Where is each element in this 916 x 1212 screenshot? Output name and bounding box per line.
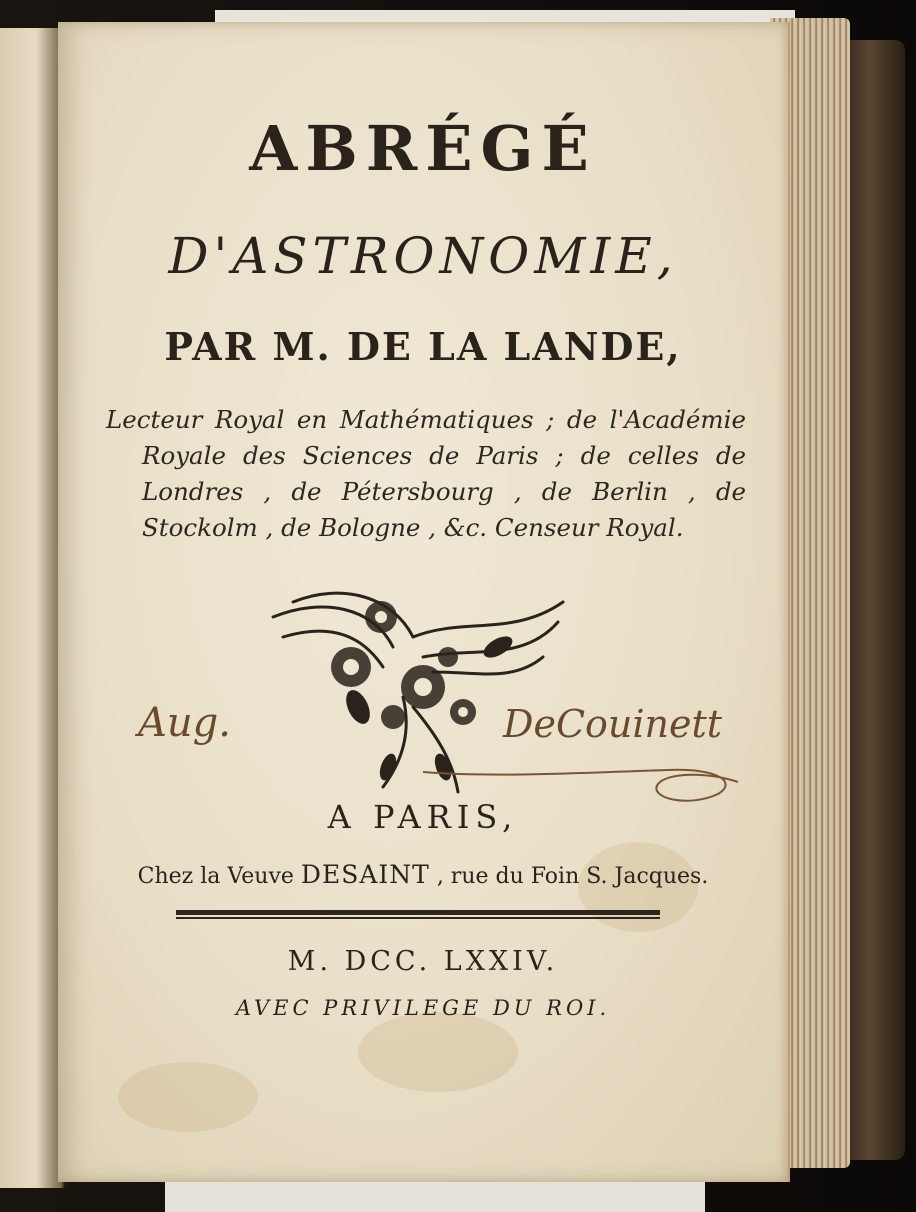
publisher-prefix: Chez la Veuve: [137, 864, 294, 889]
credentials-line: Stockolm , de Bologne , &c. Censeur Royal.: [142, 513, 684, 542]
title-line-1: ABRÉGÉ: [249, 112, 597, 185]
publisher-name: DESAINT: [300, 860, 430, 889]
credentials-line: Lecteur Royal en Mathématiques ; de l'Académie: [106, 405, 746, 434]
credentials-line: Royale des Sciences de Paris ; de celles de: [142, 441, 746, 470]
title-line-2: D'ASTRONOMIE,: [168, 227, 678, 285]
paper-stain: [118, 1062, 258, 1132]
imprint-city: A PARIS,: [327, 798, 519, 836]
credentials-line: Londres , de Pétersbourg , de Berlin , de: [142, 477, 746, 506]
title-page: [58, 22, 790, 1182]
paper-stain: [358, 1012, 518, 1092]
author-line: PAR M. DE LA LANDE,: [164, 324, 682, 369]
signature-left: Aug.: [138, 700, 231, 746]
double-rule: [176, 910, 660, 920]
author-credentials: [106, 402, 746, 546]
signature-right: DeCouinett: [503, 702, 723, 746]
royal-privilege: AVEC PRIVILEGE DU ROI.: [235, 996, 611, 1020]
book-binding: [845, 40, 905, 1160]
publication-date: M. DCC. LXXIV.: [287, 946, 559, 977]
publisher-line: [58, 860, 788, 889]
publisher-address: , rue du Foin S. Jacques.: [436, 864, 709, 889]
